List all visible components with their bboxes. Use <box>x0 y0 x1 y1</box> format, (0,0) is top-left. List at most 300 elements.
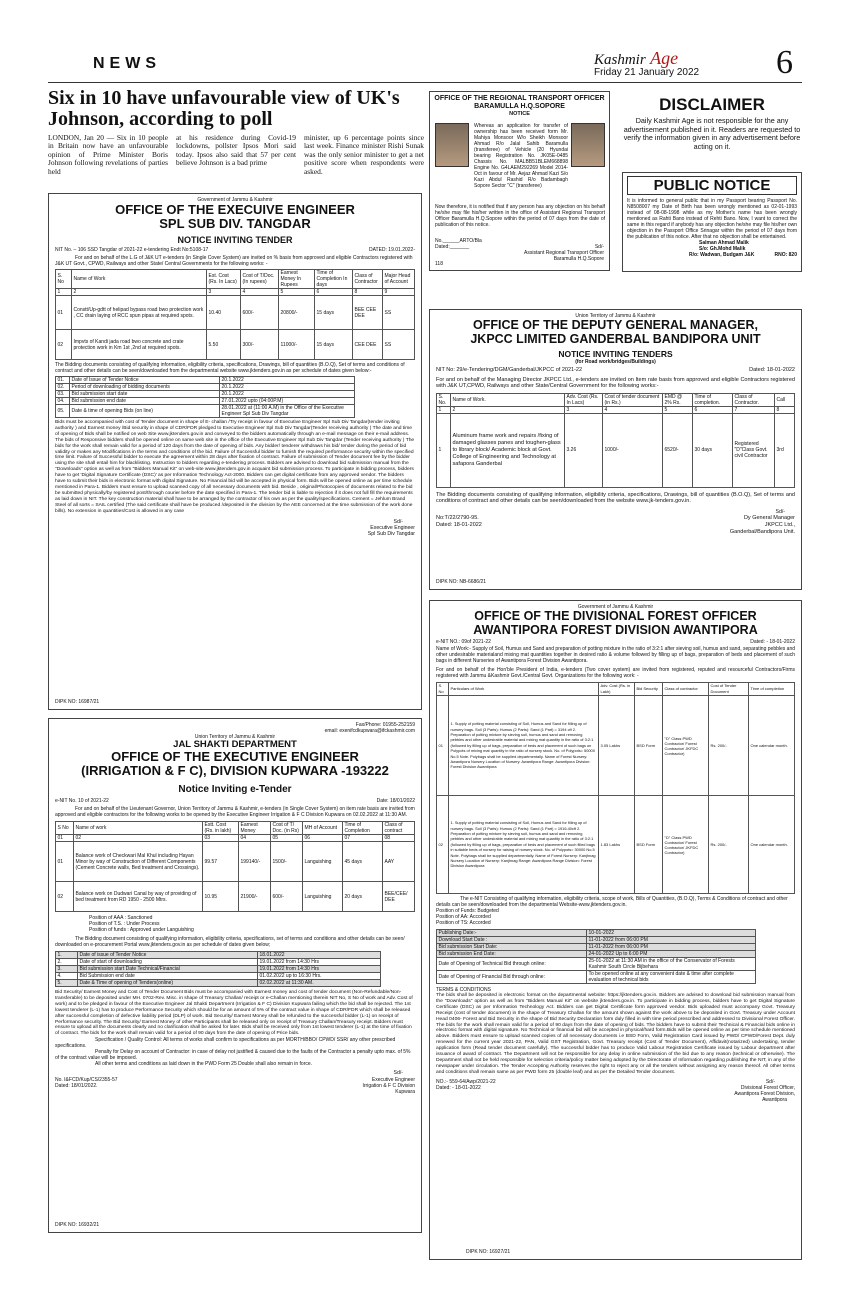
td: 18.01.2022 <box>258 952 381 959</box>
td: 19.01.2022 from 14:30 Hrs <box>258 959 381 966</box>
tangdar-para-1: The Bidding documents consisting of qualifying information, eligibility criteria, specifications, Drawings, bill of quantities (B.O.Q), Set of terms and conditions of contract and other details can be seen/downloaded from the departmental website www.jktenders.gov.in as per schedule of dates given below:- <box>55 362 405 374</box>
td: "D" Class PWD Contractor/ Forest Contractor/ JKFDC Contractor) <box>663 796 709 894</box>
forest-pos-ts: Position of TS: Accorded <box>436 920 491 926</box>
th: Est. Cost (Rs. In Lacs) <box>207 270 241 289</box>
rto-text-2: Now therefore, it is notified that if any person has any objection on his behalf he/she may file his/her written in the office of Assistant Regional Transport Officer Baramulla H.Q.Sopore within the period of 07 days from the date of publication of this notice. <box>435 204 605 228</box>
public-notice <box>622 172 802 272</box>
th: MH of Account <box>303 822 343 835</box>
forest-nit: e-NIT NO.: 09of 2021-22 <box>436 639 491 645</box>
td: 9 <box>383 289 415 296</box>
disclaimer-title: DISCLAIMER <box>659 95 765 114</box>
th: Name of Work. <box>451 393 565 406</box>
td: 1 <box>56 289 72 296</box>
kupwara-sign-1: Executive Engineer <box>371 1076 415 1083</box>
td: Date of Opening of Financial Bid through online: <box>437 971 587 984</box>
table-row <box>437 796 795 894</box>
td: 02 <box>56 330 72 360</box>
table-row <box>437 937 756 944</box>
rto-sd: Sd/- <box>594 244 604 250</box>
kupwara-nit: e-NIT No. 10 of 2021-22 <box>55 798 109 804</box>
td: 01 <box>56 835 74 842</box>
td: Date & Time of opening of Tenders(online) <box>78 980 258 987</box>
th: S. No <box>437 683 449 696</box>
th: Estt. Cost (Rs. in lakh) <box>203 822 239 835</box>
jkpcc-dated: Dated: 18-01-2022 <box>749 367 795 373</box>
rto-notice <box>429 91 610 271</box>
forest-sign-2: Awantipora Forest Division, <box>734 1090 795 1097</box>
td: 3rd <box>775 413 795 487</box>
kupwara-fax: Fax/Phone: 01955-252159 <box>355 722 415 728</box>
td: BSD Form <box>635 796 663 894</box>
kupwara-positions <box>55 915 415 933</box>
lead-col-2: at his residence during Covid-19 lockdowns, pollster Ipsos Mori said today. Ipsos also said that 57 per cent believe Johnson is a bad prime <box>176 133 296 168</box>
rto-sign-2: Baramulla H.Q.Sopore <box>553 256 604 262</box>
th: Cost of Tender Document <box>709 683 749 696</box>
td: Aluminum frame work and repairs /fixing of damaged glasses panes and toughen-glass to library block/ Academic block at Govt. College of Engineering and Technology at safapora Ganderbal <box>451 413 565 487</box>
disclaimer <box>622 95 802 165</box>
tangdar-title-1: OFFICE OF THE EXECUIVE ENGINEER <box>115 202 355 217</box>
kupwara-pos-funds: Position of funds : Approved under Languishing <box>89 927 194 933</box>
td: 20.1.2022 <box>220 377 355 384</box>
tangdar-subtitle: NOTICE INVITING TENDER <box>177 235 293 245</box>
kupwara-dipk: DIPK NO: 16932/21 <box>55 1222 100 1228</box>
jkpcc-subtitle-2: (for Road work/bridges/Buildings) <box>575 359 656 365</box>
table-row <box>56 882 415 912</box>
table-row <box>437 944 756 951</box>
rto-title: OFFICE OF THE REGIONAL TRANSPORT OFFICER BARAMULLA H.Q.SOPORE <box>434 95 605 110</box>
page-number: 6 <box>776 44 793 81</box>
td: BSD Form <box>635 696 663 796</box>
td: 03 <box>203 835 239 842</box>
td: Date of start of downloading <box>78 959 258 966</box>
td: 20800/- <box>279 296 315 330</box>
rto-no: No.______ARTO/Bla <box>435 238 482 244</box>
td: To be opened online at any convenient date & time after complete evaluation of technical bids <box>587 971 756 984</box>
td: BEE CEE DEE <box>353 296 383 330</box>
td: 28.01.2022 at (11:00 A.M) in the Office of the Executive Engineer Spl Sub Div Tangdar <box>220 405 355 418</box>
pn-rno: RNO: 820 <box>774 252 797 258</box>
td: 03. <box>56 391 70 398</box>
forest-intro: For and on behalf of the Hon'ble President of India, e-tenders (Two cover system) are invited from registered, reputed and resourceful Contractors/Firms registered with Jammu &Kashmir Govt./Central Govt. Organizations for the following work: - <box>436 667 795 679</box>
td: 02. <box>56 384 70 391</box>
td: 199140/- <box>239 842 271 882</box>
th: Major Head of Account <box>383 270 415 289</box>
td: Rs. 200/- <box>709 796 749 894</box>
jkpcc-sign-3: Ganderbal/Bandipora Unit. <box>729 529 795 536</box>
td: Balance work of Checkwari Mal Khul including Hayan Minor by way of Construction of Different Components (Cement Concrete walls, Bed treatment and Crossings). <box>74 842 203 882</box>
td: "D" Class PWD Contractor/ Forest Contractor/ JKFDC Contractor) <box>663 696 709 796</box>
td: 30 days <box>693 413 733 487</box>
td: 01 <box>56 296 72 330</box>
kupwara-subtitle: Notice Inviting e-Tender <box>178 784 292 795</box>
th: Class of contractor <box>663 683 709 696</box>
kupwara-title-2: (IRRIGATION & F C), DIVISION KUPWARA -193222 <box>81 763 389 778</box>
forest-dates-table <box>436 929 756 984</box>
td: AAY <box>383 842 415 882</box>
kupwara-sign-2: Irrigation & F C Division <box>362 1082 415 1089</box>
td: 4. <box>56 973 78 980</box>
jkpcc-works-table <box>436 393 795 488</box>
section-label: NEWS <box>93 55 161 72</box>
th: Class of Contractor. <box>733 393 775 406</box>
td: 1 <box>437 406 451 413</box>
td: SS <box>383 330 415 360</box>
th: Name of Work <box>72 270 207 289</box>
forest-dipk: DIPK NO: 16927/21 <box>466 1249 511 1255</box>
td: Download Start Date : <box>437 937 587 944</box>
transferee-photo <box>571 123 605 167</box>
th: Bid Security <box>635 683 663 696</box>
kupwara-gov: Union Territory of Jammu & Kashmir <box>194 734 276 740</box>
tangdar-tender <box>48 193 422 710</box>
td: 04 <box>239 835 271 842</box>
table-number-row <box>56 835 415 842</box>
td: 01 <box>437 696 449 796</box>
pn-so: S/o: Gh.Mohd Malik <box>699 246 746 252</box>
table-number-row <box>56 289 415 296</box>
td: 600/- <box>241 296 279 330</box>
td: 7 <box>733 406 775 413</box>
lead-col-1: LONDON, Jan 20 — Six in 10 people in Britain now have an unfavourable opinion of Prime Minister Boris Johnson following revelations of parties held <box>48 133 168 176</box>
td: 01. <box>56 377 70 384</box>
td: 1 <box>437 413 451 487</box>
tangdar-sd: Sd/- <box>393 518 403 525</box>
kupwara-sign-block <box>55 1076 415 1095</box>
td: 1500/- <box>271 842 303 882</box>
td: SS <box>383 296 415 330</box>
table-row <box>56 296 415 330</box>
tangdar-nit: NIT No. – 106 SSD Tangdar of 2021-22 e-tendering Endt No:5108-17 <box>55 247 209 253</box>
td: 02 <box>56 882 74 912</box>
rto-sign-1: Assistant Regional Transport Officer <box>524 250 604 256</box>
table-row <box>437 930 756 937</box>
td: 10-01-2022 <box>587 930 756 937</box>
th: EMD @ 2% Rs. <box>663 393 693 406</box>
td: Impvts of Kandi jada road bwo concrete and crate protection work in Km 1st ,2nd at required spots. <box>72 330 207 360</box>
public-notice-text: It is informed to general public that in my Passport bearing Passport No. N8508007 my Date of Birth has been wrongly mentioned as 02-01-1993 instead of 08-08-1998 while as my Mother's name has been wrongly mentioned as Rahti Bano instead of Rehti Bano. Now, I want to correct the same in this regard if anybody has any objection he/she may file his/her own objection in the Passport Office Srinagar within the period of 07 days from the publication of this notice. After that no objection shall be entertained. <box>627 198 797 240</box>
kupwara-intro: For and on behalf of the Lieutenant Governor, Union Territory of Jammu & Kashmir, e-tenders (in Single Cover System) on item rate basis are invited from approved and eligible contractors for the following works to be opened by the Executive Engineer Irrigation & F C Division Kupwara on 02.02.2022 at 11:30 AM. <box>55 806 415 818</box>
kupwara-terms: Bid Security/ Earnest Money and Cost of Tender Document Bids must be accompanied with Earnest money and cost of tender document (Non-Refundable/Non-transferable) to be deposited under MH. 0702-Rev. Misc. in shape of Treasury Challan/ receipt or e-Challan mentioning therein NIT No, S No of work and Adv. Cost of work) and to be pledged in favour of the Executive Engineer Jal Shakti Department (Irrigation & F C) Division Kupwara failing which the bid shall be rejected. The 1st lowest tenderer (L-1) has to produce Performance Security which should be for an amount of 5% of the contract value in shape of CDR/FDR which shall be released after successful completion of defective liability period (DLP) of work. Bid Security/ Earnest Money shall be refunded to the successful bidder (L-1) on receipt of Performance security. The Bid Security/ Earnest Money of other Participants shall be released only on receipt of Treasury Challan/Treasury receipt. Bidders must ensure to upload all the documents clearly and no clarification shall be asked for later. Bids shall be received only from 1st lowest tenderer (L-1) at the time of fixation of contract. The bids for the work shall remain valid for a period of 90 days from the date of opening of Price bids. <box>55 990 413 1037</box>
td: 8 <box>775 406 795 413</box>
pn-addr <box>627 252 797 258</box>
td: 3.05 Lakhs <box>599 696 635 796</box>
forest-dated-2: Dated: - 18-01-2022 <box>436 1084 481 1091</box>
tangdar-sign-2: Spl Sub Div Tangdar <box>367 531 415 538</box>
td: 01.02.2022 up to 16:30 Hrs. <box>258 973 381 980</box>
pn-addr-text: R/o: Wadwan, Budgam J&K <box>689 252 755 258</box>
jkpcc-sign-block <box>436 515 795 539</box>
td: 15 days <box>315 296 353 330</box>
table-row <box>56 959 381 966</box>
td: Date of Issue of Tender Notice <box>70 377 220 384</box>
th: Name of work <box>74 822 203 835</box>
kupwara-title-1: OFFICE OF THE EXECUTIVE ENGINEER <box>111 749 359 764</box>
td: 3. <box>56 966 78 973</box>
td: 5 <box>279 289 315 296</box>
owner-photo <box>435 123 469 167</box>
th: Earnest Money In Rupees <box>279 270 315 289</box>
masthead-brand-suffix: Age <box>650 48 679 68</box>
table-row <box>437 958 756 971</box>
td: 300/- <box>241 330 279 360</box>
td: 20.1.2022 <box>220 391 355 398</box>
td: Date of issue of Tender Notice <box>78 952 258 959</box>
td: 21900/- <box>239 882 271 912</box>
td: 5.50 <box>207 330 241 360</box>
td: 6 <box>315 289 353 296</box>
table-row <box>437 951 756 958</box>
th: Class of Contractor <box>353 270 383 289</box>
forest-works-table <box>436 682 795 894</box>
forest-pos-aa: Position of AA: Accorded <box>436 914 491 920</box>
td: Date & time of opening Bids (on line) <box>70 405 220 418</box>
lead-col-3: minister, up 6 percentage points since last week. Finance minister Rishi Sunak was the only senior minister to get a net positive score when respondents were asked. <box>304 133 424 176</box>
forest-nit-line <box>436 639 795 645</box>
lead-headline: Six in 10 have unfavourable view of UK's Johnson, according to poll <box>48 87 400 130</box>
kupwara-para-3: Penalty for Delay on account of Contractor: in case of delay not justified & caused due to the faults of the Contractor a penalty upto max. of 5% of the contract value will be imposed. <box>55 1049 411 1062</box>
forest-terms-head: TERMS & CONDITIONS <box>436 987 492 993</box>
table-row <box>56 330 415 360</box>
th: Adv. Cost (Rs. in Lakh) <box>599 683 635 696</box>
tangdar-works-table <box>55 269 415 360</box>
header-rule <box>48 82 802 83</box>
kupwara-para-2: Specification / Quality Control: All terms of works shall confirm to specifications as per MORTH/BBO/ CPWD/ SSR/ any other prescribed specifications. <box>55 1037 396 1050</box>
tangdar-intro: For and on behalf of the L.G of J&K UT e-tenders (in Single Cover System) are invited on % basis from approved and eligible Contractors registered with J&K UT Govt., CPWD, Railways and other State/ Central Governments for the following works: - <box>55 255 413 267</box>
th: S No <box>56 822 74 835</box>
table-row <box>437 696 795 796</box>
table-row <box>56 398 355 405</box>
kupwara-dept: JAL SHAKTI DEPARTMENT <box>173 739 297 750</box>
td: 02 <box>74 835 203 842</box>
td: 25-01-2022 at 11:30 AM in the office of the Conservator of Forests Kashmir South Circle Bijbehara <box>587 958 756 971</box>
th: Time of Completion <box>343 822 383 835</box>
table-row <box>56 405 355 418</box>
rto-notice-label: NOTICE <box>509 111 530 117</box>
td: 4 <box>603 406 663 413</box>
tangdar-title-2: SPL SUB DIV. TANGDAR <box>159 216 311 231</box>
th: S. No. <box>437 393 451 406</box>
kupwara-nit-line <box>55 798 415 804</box>
forest-title-1: OFFICE OF THE DIVISIONAL FOREST OFFICER <box>474 609 757 623</box>
jkpcc-gov: Union Territory of Jammu & Kashmir <box>575 313 656 319</box>
td: 20 days <box>343 882 383 912</box>
tangdar-dates-table <box>55 376 355 418</box>
td: 5. <box>56 980 78 987</box>
td: 05. <box>56 405 70 418</box>
td: Bid submission end date <box>70 398 220 405</box>
th: Cost of T/Doc. (In rupees) <box>241 270 279 289</box>
kupwara-sd: Sd/- <box>393 1070 403 1077</box>
jkpcc-para-1: The Bidding documents consisting of qualifying information, eligibility criteria, specifications, Drawings, bill of quantities (B.O.Q), Set of terms and conditions of contract and other details can be seen/downloaded from the website www.jk-tenders.gov.in. <box>436 491 795 505</box>
th: Time of completion <box>749 683 795 696</box>
forest-terms: The bids shall be deposited in electronic format on the departmental website: https://jktenders.gov.in. Bidders are advised to download bid submission manual from the "Downloads" option as well as from "Bidders Manual Kit" on website jktenders.gov.in. To participate in bidding process, bidders have to get Digital Signature Certificate (DSC) as per Information Technology Act. Bidders can get Digital Certificate form approved vendor. Bids uploaded must accompany Govt. Treasury Receipt (cost of tender document) in the shape of Treasury Challan for the amount shown against the work above to be deposited in Govt. Treasury under Account Head 0406- Forest and Bid Security in the shape of Bid Security Declaration form duly filled in with time period prescribed and addressed to Divisional Forest Officer. The bids for the work shall remain valid for a period of 90 days from the date of opening of bids. The bidders have to submit their Technical & Financial bids online in electronic format with digital signature. No Technical or financial bid will be accepted in physical/hard form.Bids will be opened online as per time schedule mentioned above. Bidders must ensure to upload scanned copies of all necessary documents i.e BSD Form, Valid Registration Card issued by PWD/ CPWD/Forest Dept. duly renewed for the current year 2021-22, PAN, Valid GST Registration, Govt. Treasury receipt (Cost of Tender Document), Affidavit(notarized) undertaking, tender application form (Read tender document carefully). The successful bidder has to produce Valid Labour Registration Certificate issued by Labour department after issuance of award of contract. The Department will not be responsible for any delay in online submission of the bid due to any reason (technical or otherwise). The Department shall not be held responsible for selection criteria/policy matter being adopted by the Directorate of Information regarding publishing the NIT, in any of the newspaper under circulation. The Tender Accepting Authority reserves the right to reject any or all the tenders without assigning any reason thereof. All other terms and conditions shall remain same as per PWD form 25 (double leaf) and as per the Detailed Tender document. <box>436 993 795 1075</box>
td: Bid submission start Date Technical/Financial <box>78 966 258 973</box>
td: 6 <box>693 406 733 413</box>
table-row <box>437 971 756 984</box>
forest-sign-1: Divisional Forest Officer, <box>740 1084 795 1091</box>
th: Time of Completion In days <box>315 270 353 289</box>
td: Date of Opening of Technical Bid through online: <box>437 958 587 971</box>
td: Period of downloading of bidding documents <box>70 384 220 391</box>
th: Call <box>775 393 795 406</box>
jkpcc-dated-2: Dated: 18-01-2022 <box>436 521 482 528</box>
jkpcc-dipk: DIPK NO: NB-6686/21 <box>436 579 487 585</box>
tangdar-terms: Bids must be accompanied with cost of Tender document in shape of E- challan /Try receipt in favour of Executive Engineer Spl Sub Div Tangdar(tender inviting authority ) and Earnest money /Bid security in shape of CDR/FDR pledged to Executive Engineer Spl Sub Div Tangdar(Tender receiving authority ) The date and time of opening of Bids shall be notified on web Site www.jktenders.gov.in and conveyed to the bidders automatically through an e-mail message on their e-mail address. The bids of Responsive bidders shall be opened online on same web site in the office of the Executive Engineer Spl Sub Div Tangdar (Tender receiving authority ) The bids for the work shall remain valid for a period of 120 days from the date of opening of bids. Any bidder/ tenderer withdraws his bid/ tender during the period of bid validity or makes any Modifications in the terms and conditions of the bid. Failure of Successful bidder to furnish the required performance security within the specified time limit. Failure of Successful bidder to execute the agreement within 28 days after fixation of contract. Failure of submission of Tender document fee by the bidder using the site shall entail him for blacklisting. Instruction to bidders regarding e-tendering process. Bidders are advised to download bid submission manual from the "Downloads" option as well as from "Bidders Manual Kit" on web-site www.jktenders.gov.in acquaint bid submission process. To participate in bidding process, bidders have to get 'Digital Signature Certificate (DSC)' as per Information Technology Act-2000. Bidders can get digital certificate from any approved vendor. The bidders have to submit their bids in electronic format with digital Signature. No Financial bid will be accepted in physical form. Bids will be opened online as per time schedule mentioned in Para-1. Bidders must ensure to upload scanned copy of all necessary documents with bid. Beside , original/Photocopies of documents related to the bid be submitted physically/by registered post/through courier before the date specified in Para-1. The tender bid is liable to rejection if it does not full fill the requirements as laid down in NIT. The key construction material shall have to be arranged by the contractor of his own as per the quality/specifications. Cement = Jehlum Brand Steel of all sorts = SAIL certified (The said certificate shall have be produced /deposited in the division by the AEE concerned at the time submission of the work done bills). No extension in quantities/Cost is allowed in any case <box>55 420 415 514</box>
jkpcc-sign-1: Dy General Manager <box>743 515 795 522</box>
td: 3 <box>565 406 603 413</box>
forest-gov: Government of Jammu & Kashmir <box>577 604 654 610</box>
td: 3.26 <box>565 413 603 487</box>
disclaimer-text: Daily Kashmir Age is not responsible for the any advertisement published in it. Readers are requested to verify the information given in any advertisement before acting on it. <box>623 116 801 151</box>
forest-tender <box>429 600 802 1260</box>
th: Class of contract <box>383 822 415 835</box>
forest-sign-3: Awantipora <box>762 1096 787 1103</box>
table-header <box>437 683 795 696</box>
kupwara-pos-aaa: Position of AAA : Sanctioned <box>89 915 153 921</box>
issue-date: Friday 21 January 2022 <box>594 67 700 78</box>
td: 8 <box>353 289 383 296</box>
th: Cost of T/ Doc. (in Rs) <box>271 822 303 835</box>
td: 11000/- <box>279 330 315 360</box>
kupwara-dates-table <box>55 951 381 987</box>
td: 02.02.2022 at 11:30 AM. <box>258 980 381 987</box>
tangdar-sign-1: Executive Engineer <box>370 524 415 531</box>
jkpcc-nit-line <box>436 367 795 374</box>
forest-positions <box>436 908 795 926</box>
kupwara-sign-3: Kupwara <box>395 1088 415 1095</box>
td: Bid submission start date <box>70 391 220 398</box>
kupwara-no: No. I&FCD/Kup/CS/2355-57 <box>55 1076 118 1083</box>
td: Registered "D"Class Govt. civil Contractor <box>733 413 775 487</box>
table-row <box>437 413 795 487</box>
td: 1.83 Lakhs <box>599 796 635 894</box>
td: 01 <box>56 842 74 882</box>
td: 06 <box>303 835 343 842</box>
forest-sd: Sd/- <box>765 1078 775 1085</box>
table-header <box>437 393 795 406</box>
tangdar-gov: Government of Jammu & Kashmir <box>197 197 273 203</box>
td: 08 <box>383 835 415 842</box>
td: 1. Supply of potting material consisting of Soil, Humus and Sand for filling up of nursery bags. Soil (3 Parts): Humus (2 Parts): Sand (1 Part) = 1916.40cft 2. Preparation of potting mixture by sieving soil, humus and sand and removing pebbles and other undesirable material and mixing mat quantity in the ratio of 3:2:1 (followed by filling up of bags, preparation of beds and placement of such filled bags in suitable beds of nursery for raising of nursery stock. No. of Polypots= 30000 No.5 Note. Polybags shall be supplied departmentally. Name of Forest Nursery: Kanjhnag Nursery Location of Nursery: Kanjhnag Range: Awantipora Range Division: Forest Division Awantipora <box>449 796 599 894</box>
td: 10.95 <box>203 882 239 912</box>
td: Bid submission End Date: <box>437 951 587 958</box>
kupwara-para-1: The Bidding document consisting of qualifying information, eligibility criteria, specifications, set of terms and conditions and other details can be seen/ downloaded on e-procurement Portal www.jktenders.gov.in as per schedule of dates given below; <box>55 936 405 948</box>
jkpcc-intro: For and on behalf of the Managing Director JKPCC Ltd., e-tenders are invited on Item rate basis from approved and eligible Contractors registered with J&K UT,CPWD, Railways and other State/Central Government for the following works:- <box>436 376 795 390</box>
td: 45 days <box>343 842 383 882</box>
td: One calendar month. <box>749 796 795 894</box>
jkpcc-tender <box>429 309 802 590</box>
tangdar-dated: DATED: 19.01.2022- <box>368 247 415 253</box>
th: S. No <box>56 270 72 289</box>
forest-work: Name of Work:- Supply of Soil, Humus and Sand and preparation of potting mixture in the ratio of 3:2:1 after sieving soil, humus and sand, separating pebbles and other undesirable materialand mixing mat quantities together in desired ratio & volume followed by filling up of bags, preparation of beds and placement of such bags in different Nurseries of Awantipora Forest Division Awantipora. <box>436 646 796 664</box>
td: 2. <box>56 959 78 966</box>
td: 04. <box>56 398 70 405</box>
th: Particulars of Work <box>449 683 599 696</box>
pn-name: Salman Ahmad Malik <box>699 240 749 246</box>
table-row <box>56 384 355 391</box>
kupwara-works-table <box>55 821 415 912</box>
kupwara-email: email: exenifcdkupwara@ifckashmir.com <box>324 728 415 734</box>
td: 20.1.2022 <box>220 384 355 391</box>
td: 2 <box>451 406 565 413</box>
table-row <box>56 952 381 959</box>
th: Earnest Money <box>239 822 271 835</box>
td: 99.57 <box>203 842 239 882</box>
rto-text: Whereas an application for transfer of ownership has been received form Mr. Mahiya Monsoor W/o Sheikh Monsoor Ahmad R/o Jalal Sahib Baramulla (transferee) of Vehicle (20 Hyundai bearing Registration No. JK05E-0485 Chassis No. MALBB51BLEM668898 Engine No. G4LAEM292269 Model 2014-Oct in favour of Mr. Aejaz Ahmad Kazi S/o Kazi Abdul Rashid R/o Badambagh Sopore Sector "C" (transferee) <box>474 123 568 189</box>
td: Bid submission Start Date: <box>437 944 587 951</box>
td: Languishing <box>303 842 343 882</box>
td: Balance work on Dudwari Canal by way of providing of bed treatment from RD 1950 - 2500 Mtrs. <box>74 882 203 912</box>
tangdar-nit-line <box>55 247 415 253</box>
td: 1. Supply of potting material consisting of Soil, Humus and Sand for filling up of nursery bags. Soil (3 Parts): Humus (2 Parts): Sand (1 Part) = 3194 cft 2. Preparation of potting mixture by sieving soil, humus and sand and removing pebbles and other undesirable material and mixing mat quantity in the ratio of 3:2:1 (followed by filling up of bags, preparation of beds and placement of such bags on Polypots of mixing mat quantity in the ratio of nursery stock. No. of Polypots= 50000 No.5 Note. Polybags shall be supplied departmentally. Name of Forest Nursery: Awantipora Nursery Location of Nursery: Awantipora Range: Awantipora Division: Forest Division Awantipora <box>449 696 599 796</box>
td: 1. <box>56 952 78 959</box>
th: Time of completion. <box>693 393 733 406</box>
forest-sign-block <box>436 1079 795 1113</box>
public-notice-title: PUBLIC NOTICE <box>627 176 797 195</box>
th: Adv. Cost (Rs. In Lacs) <box>565 393 603 406</box>
td: Constt/Up-gdtt of helipad bypass road bwo protection work , CC drain laying of RCC spun pipas at required spots. <box>72 296 207 330</box>
forest-dated: Dated: - 18-01-2022 <box>750 639 795 645</box>
td: 05 <box>271 835 303 842</box>
table-row <box>56 973 381 980</box>
table-header <box>56 822 415 835</box>
td: 07 <box>343 835 383 842</box>
jkpcc-sd: Sd/- <box>775 508 785 515</box>
td: 5 <box>663 406 693 413</box>
td: 11-01-2022 from 06:00 PM <box>587 937 756 944</box>
masthead-brand: Kashmir <box>594 52 646 68</box>
td: Rs. 200/- <box>709 696 749 796</box>
td: 11-01-2022 from 06:00 PM <box>587 944 756 951</box>
kupwara-date: Date: 18/01/2022 <box>376 798 415 804</box>
td: 1000/- <box>603 413 663 487</box>
td: 4 <box>241 289 279 296</box>
jkpcc-sign-2: JKPCC Ltd., <box>764 522 795 529</box>
rto-dipk: 118 <box>435 261 443 267</box>
table-number-row <box>437 406 795 413</box>
table-row <box>56 966 381 973</box>
td: Languishing <box>303 882 343 912</box>
kupwara-tender <box>48 718 422 1233</box>
jkpcc-title-2: JKPCC LIMITED GANDERBAL BANDIPORA UNIT <box>470 331 761 346</box>
forest-pos-funds: Position of Funds: Budgeted <box>436 908 499 914</box>
th: Cost of tender document (in Rs.) <box>603 393 663 406</box>
forest-para-1: The e-NIT Consisting of qualifying information, eligibility criteria, scope of work, Bills of Quantities, (B.O.Q), Terms & Conditions of contract and other details can be seen/downloaded from the departmental Website-www.jktenders.gov.in. <box>436 896 788 908</box>
tangdar-dipk: DIPK NO: 16987/21 <box>55 699 100 705</box>
forest-no: NO.:- 559-64/Awp/2021-22 <box>436 1078 496 1085</box>
td: 15 days <box>315 330 353 360</box>
td: 27.01.2022 upto (04:00P.M) <box>220 398 355 405</box>
td: CEE DEE <box>353 330 383 360</box>
td: 600/- <box>271 882 303 912</box>
kupwara-para-4: All other terms and conditions as laid down in the PWD Form 25 Double shall also remain in force. <box>95 1061 313 1068</box>
jkpcc-no: No:T/22/2790-95. <box>436 515 479 522</box>
jkpcc-title-1: OFFICE OF THE DEPUTY GENERAL MANAGER, <box>473 318 758 332</box>
kupwara-pos-ts: Position of T.S. : Under Process <box>89 921 160 927</box>
td: 10.40 <box>207 296 241 330</box>
table-row <box>56 842 415 882</box>
table-header <box>56 270 415 289</box>
td: Bid Submission end date <box>78 973 258 980</box>
td: 6520/- <box>663 413 693 487</box>
table-row <box>56 377 355 384</box>
td: BEE/CEE/ DEE <box>383 882 415 912</box>
td: 02 <box>437 796 449 894</box>
td: 3 <box>207 289 241 296</box>
table-row <box>56 980 381 987</box>
masthead <box>594 48 774 80</box>
td: Publishing Date:- <box>437 930 587 937</box>
